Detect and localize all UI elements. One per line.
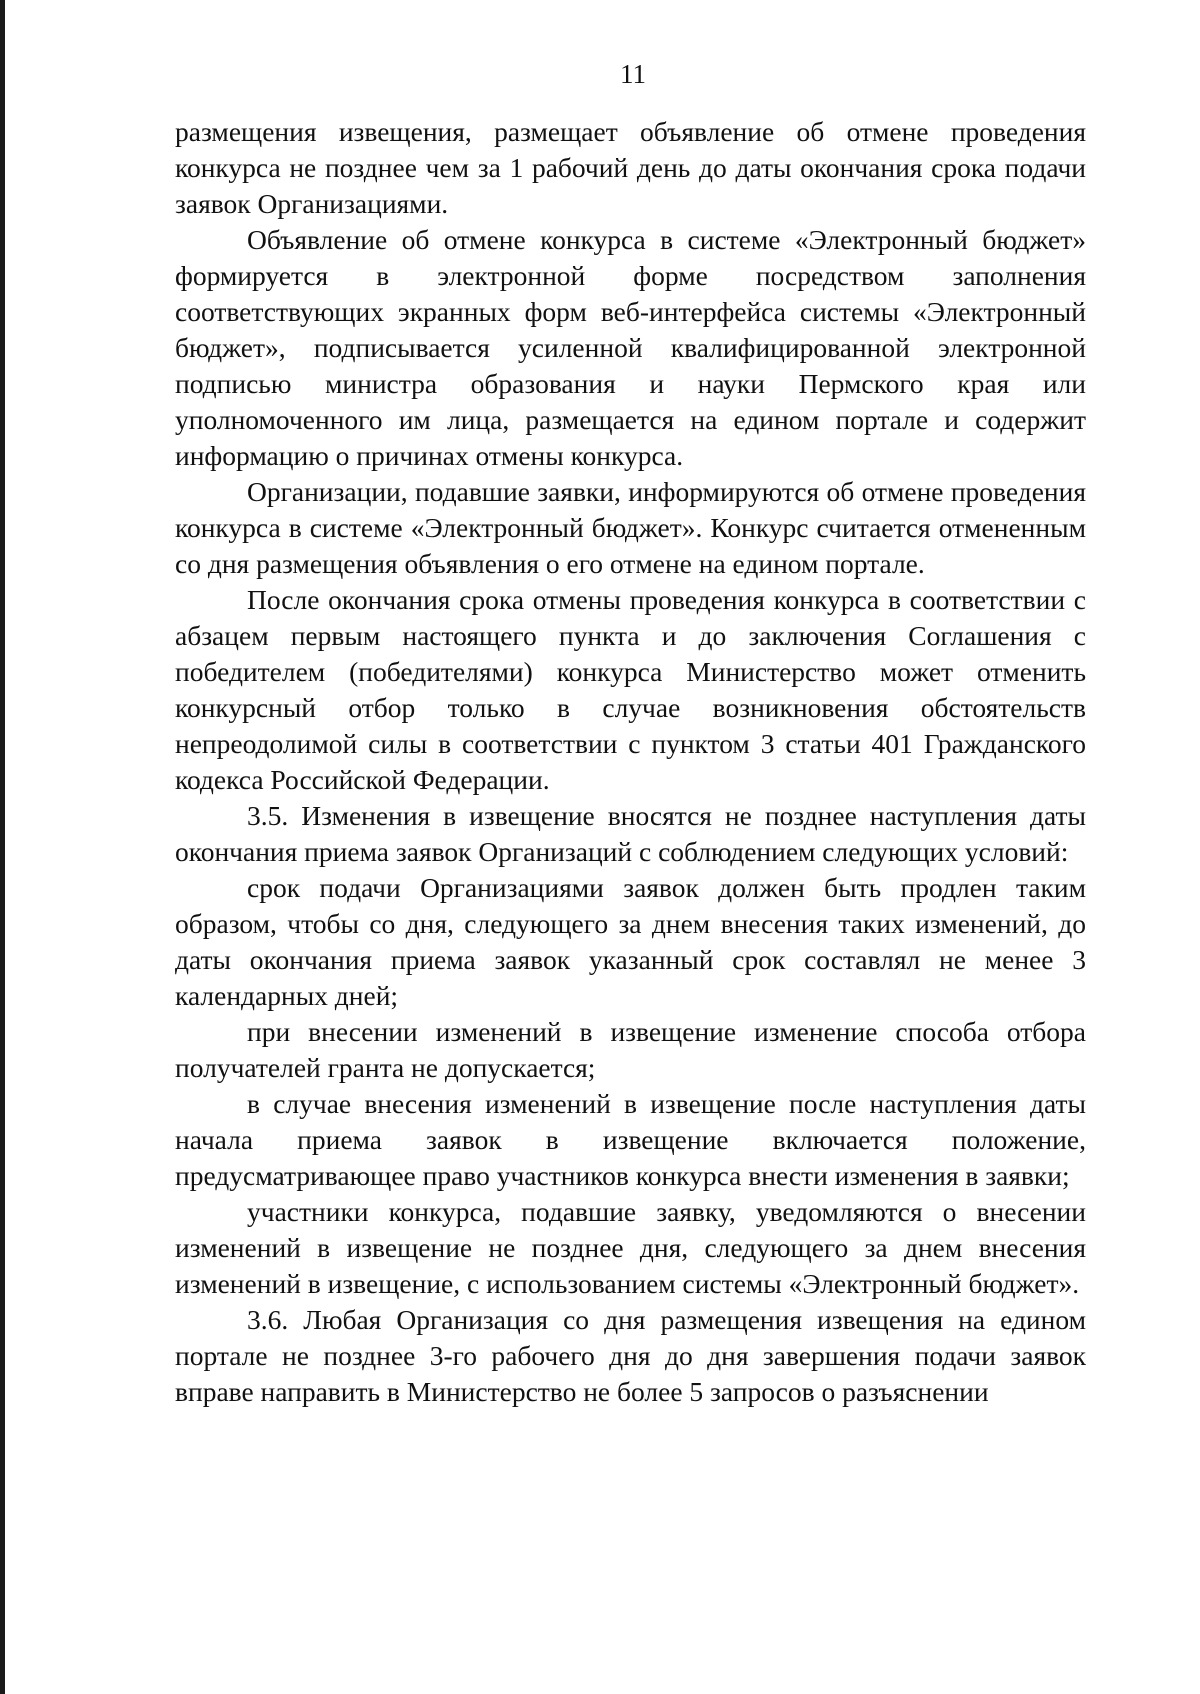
scan-edge-shadow <box>0 0 5 1694</box>
paragraph-deadline-extension: срок подачи Организациями заявок должен быть продлен таким образом, чтобы со дня, следующего за днем внесения таких изменений, до даты окончания приема заявок указанный срок составлял не менее 3 календарных дней; <box>175 872 1086 1011</box>
paragraph-organizations-informed: Организации, подавшие заявки, информируются об отмене проведения конкурса в системе «Электронный бюджет». Конкурс считается отмененным со дня размещения объявления о его отмене на едином портале. <box>175 476 1086 579</box>
paragraph-clause-3-6: 3.6. Любая Организация со дня размещения извещения на едином портале не позднее 3-го рабочего дня до дня завершения подачи заявок вправе направить в Министерство не более 5 запросов о разъяснении <box>175 1304 1086 1407</box>
paragraph-clause-3-5: 3.5. Изменения в извещение вносятся не позднее наступления даты окончания приема заявок Организаций с соблюдением следующих условий: <box>175 800 1086 867</box>
paragraph-continuation: размещения извещения, размещает объявление об отмене проведения конкурса не позднее чем за 1 рабочий день до даты окончания срока подачи заявок Организациями. <box>175 116 1086 219</box>
paragraph-cancellation-announcement: Объявление об отмене конкурса в системе «Электронный бюджет» формируется в электронной форме посредством заполнения соответствующих экранных форм веб-интерфейса системы «Электронный бюджет», подписывается усиленной квалифицированной электронной подписью министра образования и науки Пермского края или уполномоченного им лица, размещается на едином портале и содержит информацию о причинах отмены конкурса. <box>175 224 1086 471</box>
page-number: 11 <box>620 59 646 89</box>
paragraph-participants-notified: участники конкурса, подавшие заявку, уведомляются о внесении изменений в извещение не позднее дня, следующего за днем внесения изменений в извещение, с использованием системы «Электронный бюджет». <box>175 1196 1086 1299</box>
paragraph-selection-method: при внесении изменений в извещение изменение способа отбора получателей гранта не допускается; <box>175 1016 1086 1083</box>
document-body <box>175 114 1086 1410</box>
paragraph-force-majeure: После окончания срока отмены проведения конкурса в соответствии с абзацем первым настоящего пункта и до заключения Соглашения с победителем (победителями) конкурса Министерство может отменить конкурсный отбор только в случае возникновения обстоятельств непреодолимой силы в соответствии с пунктом 3 статьи 401 Гражданского кодекса Российской Федерации. <box>175 584 1086 795</box>
paragraph-application-changes: в случае внесения изменений в извещение после наступления даты начала приема заявок в извещение включается положение, предусматривающее право участников конкурса внести изменения в заявки; <box>175 1088 1086 1191</box>
